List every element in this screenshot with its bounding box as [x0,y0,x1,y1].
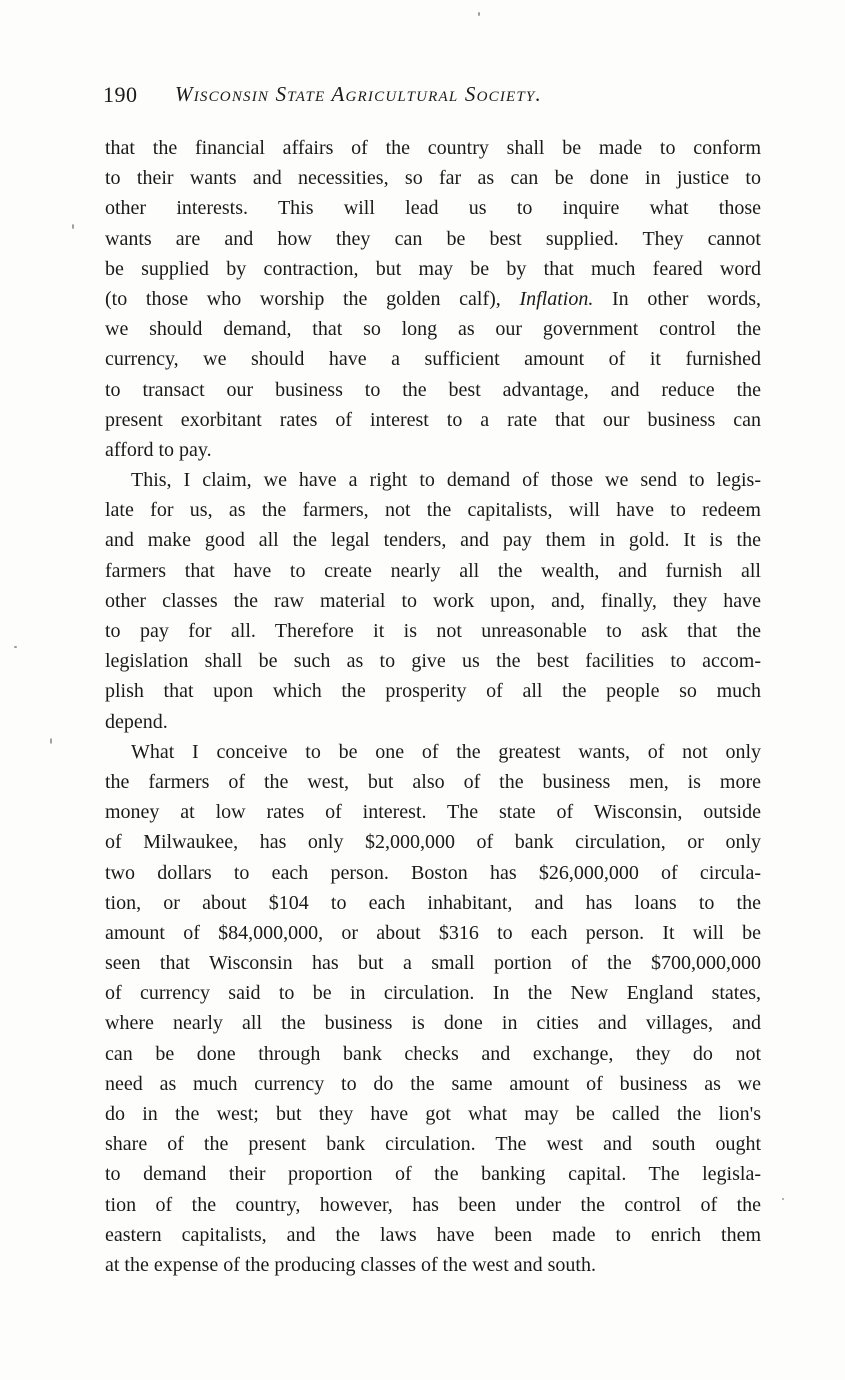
text-line: legislation shall be such as to give us the best facilities to accom- [105,650,761,673]
text-line: we should demand, that so long as our government control the [105,318,761,341]
print-speck [14,646,17,648]
text-line: do in the west; but they have got what may be called the lion's [105,1103,761,1125]
paragraph [105,737,761,1280]
text-line: farmers that have to create nearly all the wealth, and furnish all [105,559,761,582]
text-line: of Milwaukee, has only $2,000,000 of bank circulation, or only [105,831,761,854]
text-line: currency, we should have a sufficient amount of it furnished [105,348,761,371]
text-line: share of the present bank circulation. The west and south ought [105,1133,761,1156]
text-line: the farmers of the west, but also of the business men, is more [105,770,761,793]
text-line: and make good all the legal tenders, and pay them in gold. It is the [105,529,761,552]
text-line: late for us, as the farmers, not the capitalists, will have to redeem [105,499,761,522]
body-text [105,133,761,1280]
text-line: What I conceive to be one of the greatest wants, of not only [131,740,761,763]
text-line: This, I claim, we have a right to demand of those we send to legis- [131,469,761,492]
text-line: depend. [105,710,168,733]
running-title: Wisconsin State Agricultural Society. [175,82,542,106]
text-line: to demand their proportion of the banking capital. The legisla- [105,1163,761,1186]
text-line: to pay for all. Therefore it is not unreasonable to ask that the [105,620,761,642]
text-line: tion, or about $104 to each inhabitant, and has loans to the [105,891,761,914]
text-line: money at low rates of interest. The state of Wisconsin, outside [105,801,761,824]
text-line: tion of the country, however, has been under the control of the [105,1193,761,1216]
text-line: to transact our business to the best advantage, and reduce the [105,378,761,401]
text-line: be supplied by contraction, but may be by that much feared word [105,257,761,280]
text-line: two dollars to each person. Boston has $26,000,000 of circula- [105,861,761,884]
text-line: (to those who worship the golden calf), Inflation. In other words, [105,287,761,310]
text-line: seen that Wisconsin has but a small portion of the $700,000,000 [105,952,761,975]
text-line: can be done through bank checks and exchange, they do not [105,1042,761,1065]
text-line: at the expense of the producing classes of the west and south. [105,1253,596,1276]
print-speck [50,738,52,744]
print-speck [478,12,480,16]
paragraph [105,133,761,465]
text-line: eastern capitalists, and the laws have been made to enrich them [105,1223,761,1246]
text-line: that the financial affairs of the country shall be made to conform [105,137,761,159]
text-line: plish that upon which the prosperity of all the people so much [105,680,761,703]
text-line: to their wants and necessities, so far as can be done in justice to [105,167,761,190]
text-line: need as much currency to do the same amount of business as we [105,1072,761,1095]
paragraph [105,465,761,737]
text-line: other interests. This will lead us to inquire what those [105,197,761,220]
running-head [103,82,763,112]
text-line: wants are and how they can be best supplied. They cannot [105,227,761,250]
print-speck [72,224,74,229]
text-line: other classes the raw material to work upon, and, finally, they have [105,589,761,612]
print-speck [782,1198,784,1200]
page-number: 190 [103,82,138,107]
text-line: afford to pay. [105,438,212,461]
text-line: where nearly all the business is done in cities and villages, and [105,1012,761,1035]
text-line: of currency said to be in circulation. In the New England states, [105,982,761,1005]
text-line: amount of $84,000,000, or about $316 to each person. It will be [105,921,761,944]
text-line: present exorbitant rates of interest to a rate that our business can [105,408,761,431]
